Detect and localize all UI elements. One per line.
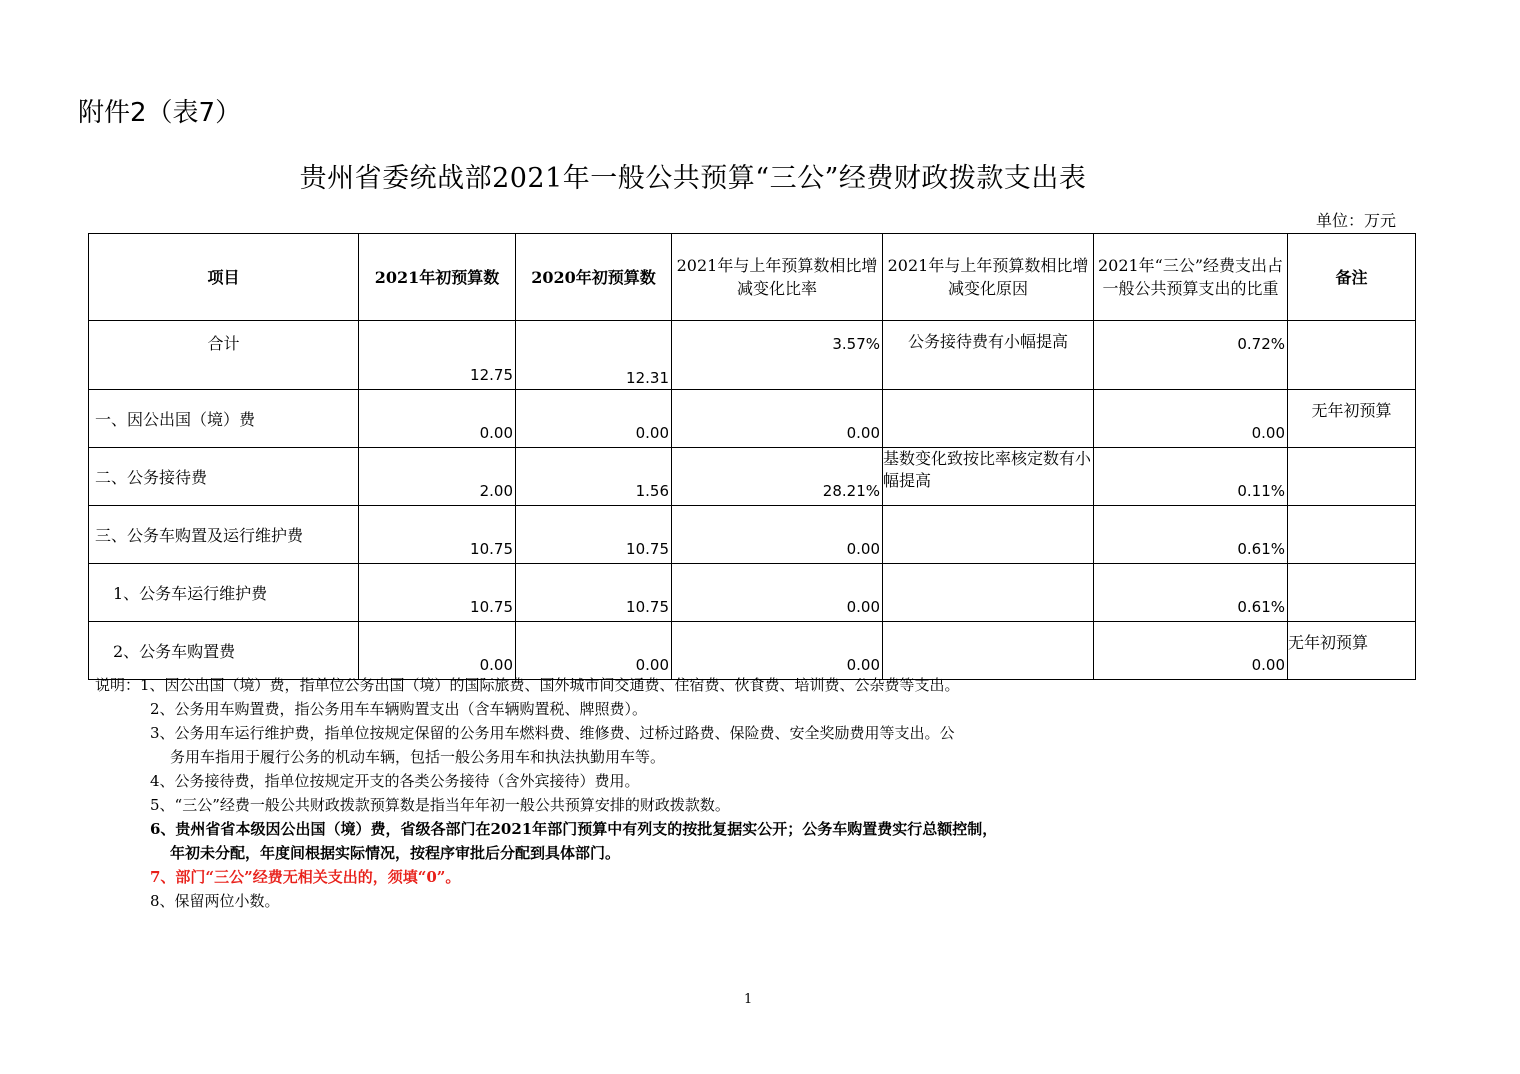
cell-change-rate: 0.00: [672, 506, 883, 564]
cell-budget-2021: 0.00: [359, 622, 516, 680]
cell-change-reason: 公务接待费有小幅提高: [883, 321, 1094, 390]
cell-budget-2020: 0.00: [516, 622, 672, 680]
page-number: 1: [744, 992, 753, 1007]
cell-item: 1、公务车运行维护费: [89, 564, 359, 622]
col-header-change-rate: 2021年与上年预算数相比增减变化比率: [672, 234, 883, 321]
cell-share: 0.61%: [1094, 564, 1288, 622]
cell-change-rate: 0.00: [672, 390, 883, 448]
table-header-row: [89, 234, 1416, 321]
col-header-budget-2020: 2020年初预算数: [516, 234, 672, 321]
cell-remark: [1288, 321, 1416, 390]
cell-budget-2021: 10.75: [359, 506, 516, 564]
cell-change-reason: [883, 622, 1094, 680]
cell-item: 合计: [89, 321, 359, 390]
cell-share: 0.11%: [1094, 448, 1288, 506]
cell-budget-2021: 10.75: [359, 564, 516, 622]
note-7: 7、部门“三公”经费无相关支出的，须填“0”。: [150, 868, 461, 886]
cell-item: 二、公务接待费: [89, 448, 359, 506]
cell-change-rate: 3.57%: [672, 321, 883, 390]
cell-share: 0.00: [1094, 390, 1288, 448]
note-4: 4、公务接待费，指单位按规定开支的各类公务接待（含外宾接待）费用。: [150, 772, 640, 790]
col-header-item: 项目: [89, 234, 359, 321]
cell-item: 2、公务车购置费: [89, 622, 359, 680]
cell-budget-2020: 0.00: [516, 390, 672, 448]
budget-table: [88, 233, 1416, 680]
cell-share: 0.00: [1094, 622, 1288, 680]
cell-budget-2021: 0.00: [359, 390, 516, 448]
cell-item: 三、公务车购置及运行维护费: [89, 506, 359, 564]
note-5: 5、“三公”经费一般公共财政拨款预算数是指当年年初一般公共预算安排的财政拨款数。: [150, 796, 730, 814]
cell-remark: 无年初预算: [1288, 622, 1416, 680]
cell-change-rate: 0.00: [672, 564, 883, 622]
cell-budget-2020: 10.75: [516, 506, 672, 564]
table-row: [89, 622, 1416, 680]
note-6: 6、贵州省省本级因公出国（境）费，省级各部门在2021年部门预算中有列支的按批复据实公开；公务车购置费实行总额控制，: [150, 820, 998, 838]
cell-change-reason: [883, 506, 1094, 564]
cell-remark: [1288, 564, 1416, 622]
cell-remark: 无年初预算: [1288, 390, 1416, 448]
cell-budget-2020: 1.56: [516, 448, 672, 506]
notes-section: [95, 673, 997, 913]
col-header-budget-2021: 2021年初预算数: [359, 234, 516, 321]
cell-share: 0.61%: [1094, 506, 1288, 564]
cell-budget-2020: 12.31: [516, 321, 672, 390]
cell-item: 一、因公出国（境）费: [89, 390, 359, 448]
note-2: 2、公务用车购置费，指公务用车车辆购置支出（含车辆购置税、牌照费）。: [150, 700, 648, 718]
col-header-remark: 备注: [1288, 234, 1416, 321]
note-3: 3、公务用车运行维护费，指单位按规定保留的公务用车燃料费、维修费、过桥过路费、保险费、安全奖励费用等支出。公: [150, 724, 955, 742]
cell-budget-2020: 10.75: [516, 564, 672, 622]
cell-share: 0.72%: [1094, 321, 1288, 390]
attachment-label: 附件2（表7）: [78, 98, 242, 128]
cell-budget-2021: 2.00: [359, 448, 516, 506]
table-row: [89, 564, 1416, 622]
cell-remark: [1288, 506, 1416, 564]
note-1: 说明：1、因公出国（境）费，指单位公务出国（境）的国际旅费、国外城市间交通费、住宿费、伙食费、培训费、公杂费等支出。: [95, 676, 960, 694]
cell-change-reason: [883, 564, 1094, 622]
col-header-change-reason: 2021年与上年预算数相比增减变化原因: [883, 234, 1094, 321]
cell-change-reason: 基数变化致按比率核定数有小幅提高: [883, 448, 1094, 506]
table-row: [89, 506, 1416, 564]
note-6-continued: 年初未分配，年度间根据实际情况，按程序审批后分配到具体部门。: [170, 844, 621, 862]
page-title: 贵州省委统战部2021年一般公共预算“三公”经费财政拨款支出表: [299, 163, 1087, 194]
col-header-share: 2021年“三公”经费支出占一般公共预算支出的比重: [1094, 234, 1288, 321]
table-row: [89, 390, 1416, 448]
note-8: 8、保留两位小数。: [150, 892, 280, 910]
table-row-total: [89, 321, 1416, 390]
unit-label: 单位：万元: [1316, 211, 1397, 230]
cell-budget-2021: 12.75: [359, 321, 516, 390]
cell-remark: [1288, 448, 1416, 506]
cell-change-rate: 28.21%: [672, 448, 883, 506]
cell-change-rate: 0.00: [672, 622, 883, 680]
table-row: [89, 448, 1416, 506]
cell-change-reason: [883, 390, 1094, 448]
note-3-continued: 务用车指用于履行公务的机动车辆，包括一般公务用车和执法执勤用车等。: [170, 748, 666, 766]
